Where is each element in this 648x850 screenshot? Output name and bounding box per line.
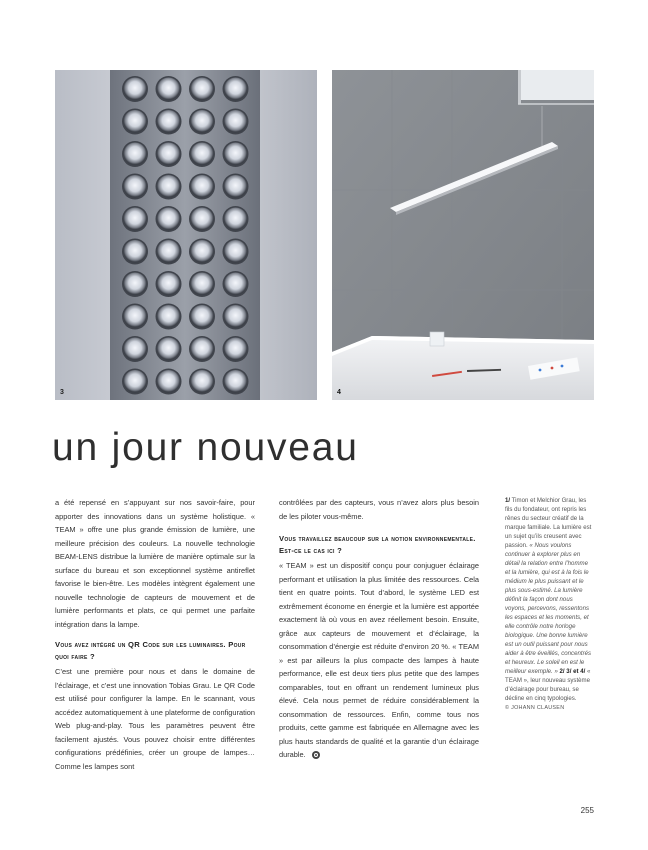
lens <box>124 338 147 361</box>
lens <box>224 240 247 263</box>
caption-number: 1/ <box>505 497 511 504</box>
caption-text: Timon et Melchior Grau, les fils du fondateur, ont repris les rênes du secteur créatif de la marque familiale. La lumière est un sujet qu’ils creusent avec passion. <box>505 497 592 549</box>
lens <box>157 175 180 198</box>
lens <box>191 370 214 393</box>
lens <box>191 208 214 231</box>
lens <box>224 370 247 393</box>
lens <box>124 370 147 393</box>
caption-text: « TEAM », leur nouveau système d’éclairage pour bureau, se décline en cinq typologies. <box>505 668 591 702</box>
article-headline: un jour nouveau <box>52 426 359 469</box>
body-text: « TEAM » est un dispositif conçu pour conjuguer éclairage performant et utilisation la plus limitée des ressources. Cela tient en quatre points. Tout d’abord, le système LED est extrêmement économe en énergie et la lumière est apportée exactement là où vous en avez réellement besoin. Ensuite, grâce aux capteurs de mouvement et d’éclairage, la consommation d’énergie est réduite d’environ 20 %. « TEAM » est par ailleurs la plus compacte des lampes à haute performance, elle est deux tiers plus petite que des lampes comparables, tout en offrant un rendement lumineux plus élevé. Cela nous permet de réduire considérablement la consommation de ressources. Enfin, comme tous nos produits, cette gamme est fabriquée en Allemagne avec les plus hauts standards de qualité et la garantie d’un éclairage durable. <box>279 561 479 759</box>
lens <box>191 240 214 263</box>
body-paragraph: C’est une première pour nous et dans le domaine de l’éclairage, et c’est une innovation Tobias Grau. Le QR Code est utilisé pour configurer la lampe. En le scannant, vous accédez automatiquement à une plateforme de configuration Web plug-and-play. Tous les paramètres peuvent être facilement ajustés. Vous pouvez choisir entre différentes configurations prédéfinies, créer un groupe de lampes… Comme les lampes sont <box>55 667 255 771</box>
body-paragraph <box>279 559 479 762</box>
lens <box>124 110 147 133</box>
photo-credit: © JOHANN CLAUSEN <box>505 705 565 711</box>
lens <box>191 273 214 296</box>
lens <box>157 143 180 166</box>
lens <box>224 175 247 198</box>
photo-number: 3 <box>60 389 64 396</box>
lens <box>191 110 214 133</box>
interview-question: Vous travaillez beaucoup sur la notion environnementale. Est-ce le cas ici ? <box>279 534 476 555</box>
lens <box>124 78 147 101</box>
lens <box>224 78 247 101</box>
lens <box>157 208 180 231</box>
led-panel-photo <box>55 70 317 400</box>
lens <box>191 143 214 166</box>
lens <box>191 78 214 101</box>
lens <box>224 338 247 361</box>
lens <box>157 338 180 361</box>
lens <box>157 370 180 393</box>
lens <box>124 240 147 263</box>
lens <box>224 143 247 166</box>
lens <box>157 305 180 328</box>
office-lamp-photo <box>332 70 594 400</box>
lens <box>157 240 180 263</box>
lens <box>224 305 247 328</box>
lens <box>124 208 147 231</box>
lens <box>224 208 247 231</box>
body-paragraph: a été repensé en s’appuyant sur nos savoir-faire, pour apporter des innovations dans un système holistique. « TEAM » offre une plus grande émission de lumière, une meilleure précision des couleurs. La nouvelle technologie BEAM-LENS distribue la lumière de manière optimale sur la surface du bureau et son exceptionnel système antireflet favorise le bien-être. Les modèles intègrent également une nouvelle technologie de capteurs de mouvement et de lumière performants et plats, ce qui permet une parfaite intégration dans la lampe. <box>55 498 255 629</box>
article-column-1 <box>55 496 255 773</box>
led-panel-image <box>55 70 317 400</box>
lens <box>224 110 247 133</box>
office-lamp-image <box>332 70 594 400</box>
body-paragraph: contrôlées par des capteurs, vous n’avez alors plus besoin de les piloter vous-même. <box>279 498 479 521</box>
lens <box>124 273 147 296</box>
photo-number: 4 <box>337 389 341 396</box>
lens <box>191 305 214 328</box>
lens <box>157 78 180 101</box>
lens <box>191 338 214 361</box>
lens <box>157 110 180 133</box>
lens <box>124 143 147 166</box>
page-number: 255 <box>580 806 594 815</box>
interview-question: Vous avez intégré un QR Code sur les luminaires. Pour quoi faire ? <box>55 640 246 661</box>
lens <box>124 305 147 328</box>
lens <box>157 273 180 296</box>
photo-caption <box>505 496 593 703</box>
lens <box>224 273 247 296</box>
article-column-2 <box>279 496 479 762</box>
end-of-article-icon <box>312 751 320 759</box>
caption-sidebar <box>505 496 593 711</box>
caption-number: 2/ 3/ et 4/ <box>557 668 586 675</box>
caption-quote: « Nous voulons continuer à explorer plus en détail la relation entre l’homme et la lumière, qui est à la fois le médium le plus puissant et le plus sous-estimé. La lumière définit la façon dont nous voyons, percevons, ressentons les espaces et les moments, et elle contrôle notre horloge biologique. Une bonne lumière est un outil puissant pour nous aider à être éveillés, concentrés et heureux. Le soleil en est le meilleur exemple. » <box>505 542 592 675</box>
lens <box>124 175 147 198</box>
lens <box>191 175 214 198</box>
